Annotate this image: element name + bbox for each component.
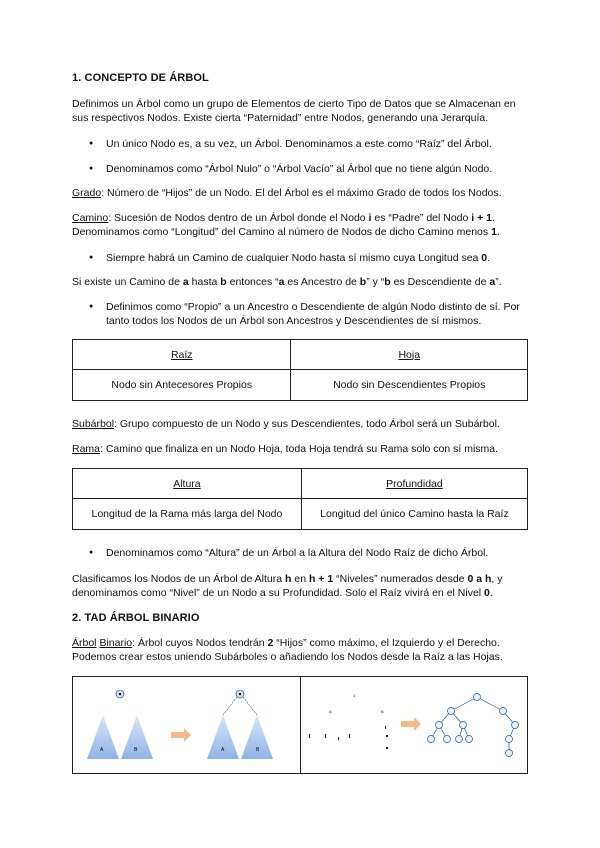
- svg-text:B: B: [134, 747, 138, 753]
- grado-term: Grado: [72, 187, 102, 199]
- tree-nodes-icon: [428, 694, 519, 757]
- subtree-join-illustration: [73, 677, 300, 773]
- table1-cell-hoja: Nodo sin Descendientes Propios: [291, 370, 528, 401]
- root-leaf-table: [72, 339, 528, 401]
- rama-definition: Rama: Camino que finaliza en un Nodo Hoja, toda Hoja tendrá su Rama solo con sí misma.: [72, 443, 499, 455]
- binary-term-binario: Binario: [99, 637, 133, 649]
- bullet-list-5: [72, 546, 528, 560]
- svg-text:B: B: [381, 709, 384, 714]
- table1-cell-raiz: Nodo sin Antecesores Propios: [73, 370, 291, 401]
- camino-term: Camino: [72, 212, 109, 224]
- bullet-propio: ● Definimos como “Propio” a un Ancestro o Descendiente de algún Nodo distinto de sí. Por tanto todos los Nodos de un Árbol son Ancestros y Descendientes de sí mismos.: [72, 300, 528, 328]
- arrow-icon: [171, 728, 191, 742]
- binary-term-arbol: Árbol: [72, 637, 97, 649]
- table2-header-altura: Altura: [73, 469, 302, 499]
- rama-term: Rama: [72, 443, 101, 455]
- table1-header-hoja: Hoja: [291, 340, 528, 370]
- svg-text:B: B: [256, 747, 260, 753]
- binary-tree-definition: Árbol Binario: Árbol cuyos Nodos tendrán 2 “Hijos” como máximo, el Izquierdo y el Derecho. Podemos crear estos uniendo Subárboles o añadiendo los Nodos desde la Raíz a las Hojas.: [72, 637, 503, 663]
- svg-text:A: A: [221, 747, 225, 753]
- subarbol-definition: Subárbol: Grupo compuesto de un Nodo y sus Descendientes, todo Árbol será un Subárbol.: [72, 418, 500, 430]
- grado-definition: Grado: Número de “Hijos” de un Nodo. El del Árbol es el máximo Grado de todos los Nodos.: [72, 187, 502, 199]
- intro-paragraph: Definimos un Árbol como un grupo de Elementos de cierto Tipo de Datos que se Almacenan en sus respectivos Nodos. Existe cierta “Paternidad” entre Nodos, generando una Jerarquía.: [72, 98, 516, 124]
- subarbol-term: Subárbol: [72, 418, 115, 430]
- binary-tree-diagram: [72, 676, 528, 774]
- bullet-list-4: [72, 300, 528, 328]
- bullet-list-1: [72, 137, 528, 151]
- svg-text:A: A: [100, 747, 104, 753]
- arrow-icon: [401, 717, 421, 731]
- svg-text:1: 1: [353, 693, 356, 698]
- levels-paragraph: Clasificamos los Nodos de un Árbol de Altura h en h + 1 “Niveles” numerados desde 0 a h, y denominamos como “Nivel” de un Nodo a su Profundidad. Solo el Raíz vivirá en el Nivel 0.: [72, 573, 503, 599]
- subtree-join-diagram: [73, 677, 301, 773]
- bullet-tree-height: ● Denominamos como “Altura” de un Árbol a la Altura del Nodo Raíz de dicho Árbol.: [72, 546, 528, 560]
- svg-text:A: A: [329, 709, 332, 714]
- scattered-nodes-icon: [309, 693, 388, 749]
- tree-edges: [431, 697, 515, 753]
- table2-header-profundidad: Profundidad: [301, 469, 527, 499]
- section1-title: 1. CONCEPTO DE ÁRBOL: [72, 72, 209, 84]
- bullet-list-3: [72, 251, 528, 265]
- node-insertion-illustration: [301, 677, 528, 773]
- bullet-null-tree: ● Denominamos como “Árbol Nulo” o “Árbol Vacío” al Árbol que no tiene algún Nodo.: [72, 162, 528, 176]
- table2-cell-profundidad: Longitud del único Camino hasta la Raíz: [301, 499, 527, 530]
- table2-cell-altura: Longitud de la Rama más larga del Nodo: [73, 499, 302, 530]
- bullet-single-node: ● Un único Nodo es, a su vez, un Árbol. Denominamos a este como “Raíz” del Árbol.: [72, 137, 528, 151]
- bullet-list-2: [72, 162, 528, 176]
- node-insertion-diagram: [301, 677, 528, 773]
- table1-header-raiz: Raíz: [73, 340, 291, 370]
- height-depth-table: [72, 468, 528, 530]
- section2-title: 2. TAD ÁRBOL BINARIO: [72, 612, 200, 624]
- ancestor-paragraph: Si existe un Camino de a hasta b entonces “a es Ancestro de b” y “b es Descendiente de a”.: [72, 276, 502, 288]
- bullet-path-length: ● Siempre habrá un Camino de cualquier Nodo hasta sí mismo cuya Longitud sea 0.: [72, 251, 528, 265]
- camino-definition: Camino: Sucesión de Nodos dentro de un Árbol donde el Nodo i es “Padre” del Nodo i + 1. Denominamos como “Longitud” del Camino al número de Nodos de dicho Camino menos 1.: [72, 212, 500, 238]
